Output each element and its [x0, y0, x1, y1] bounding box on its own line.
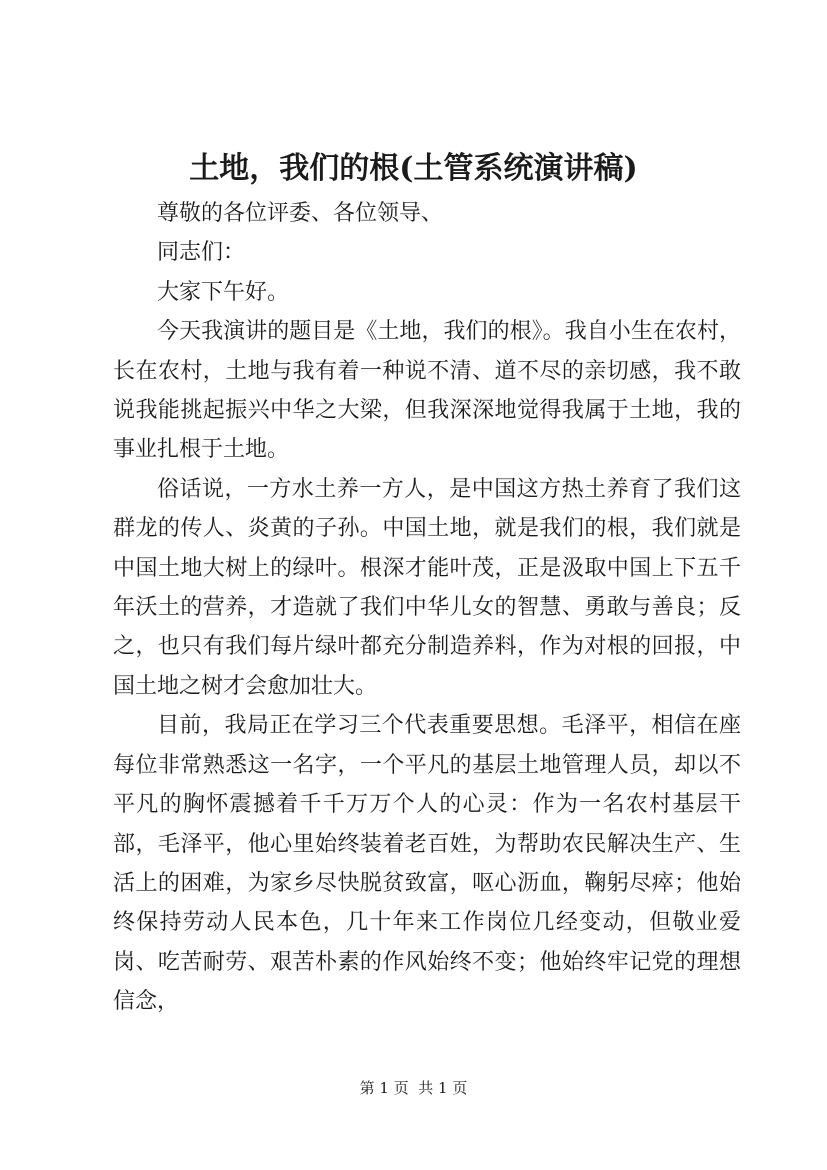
paragraph-example: 目前，我局正在学习三个代表重要思想。毛泽平，相信在座每位非常熟悉这一名字，一个平凡的基层土地管理人员，却以不平凡的胸怀震撼着千千万万个人的心灵：作为一名农村基层干部，毛泽平，他心里始终装着老百姓，为帮助农民解决生产、生活上的困难，为家乡尽快脱贫致富，呕心沥血，鞠躬尽瘁；他始终保持劳动人民本色，几十年来工作岗位几经变动，但敬业爱岗、吃苦耐劳、艰苦朴素的作风始终不变；他始终牢记党的理想信念，: [113, 713, 741, 1015]
document-title: 土地，我们的根(土管系统演讲稿): [189, 151, 638, 186]
paragraph-topic: 今天我演讲的题目是《土地，我们的根》。我自小生在农村，长在农村，土地与我有着一种说不清、道不尽的亲切感，我不敢说我能挑起振兴中华之大梁，但我深深地觉得我属于土地，我的事业扎根于土地。: [113, 319, 741, 463]
paragraph-greeting: 大家下午好。: [157, 279, 290, 305]
paragraph-salutation-1: 尊敬的各位评委、各位领导、: [157, 201, 444, 226]
paragraph-proverb: 俗话说，一方水土养一方人，是中国这方热土养育了我们这群龙的传人、炎黄的子孙。中国土地，就是我们的根，我们就是中国土地大树上的绿叶。根深才能叶茂，正是汲取中国上下五千年沃土的营养，才造就了我们中华儿女的智慧、勇敢与善良；反之，也只有我们每片绿叶都充分制造养料，作为对根的回报，中国土地之树才会愈加壮大。: [113, 476, 741, 699]
page-footer: 第 1 页 共 1 页: [359, 1079, 468, 1097]
paragraph-salutation-2: 同志们：: [157, 240, 246, 266]
document-body: [113, 194, 741, 1022]
